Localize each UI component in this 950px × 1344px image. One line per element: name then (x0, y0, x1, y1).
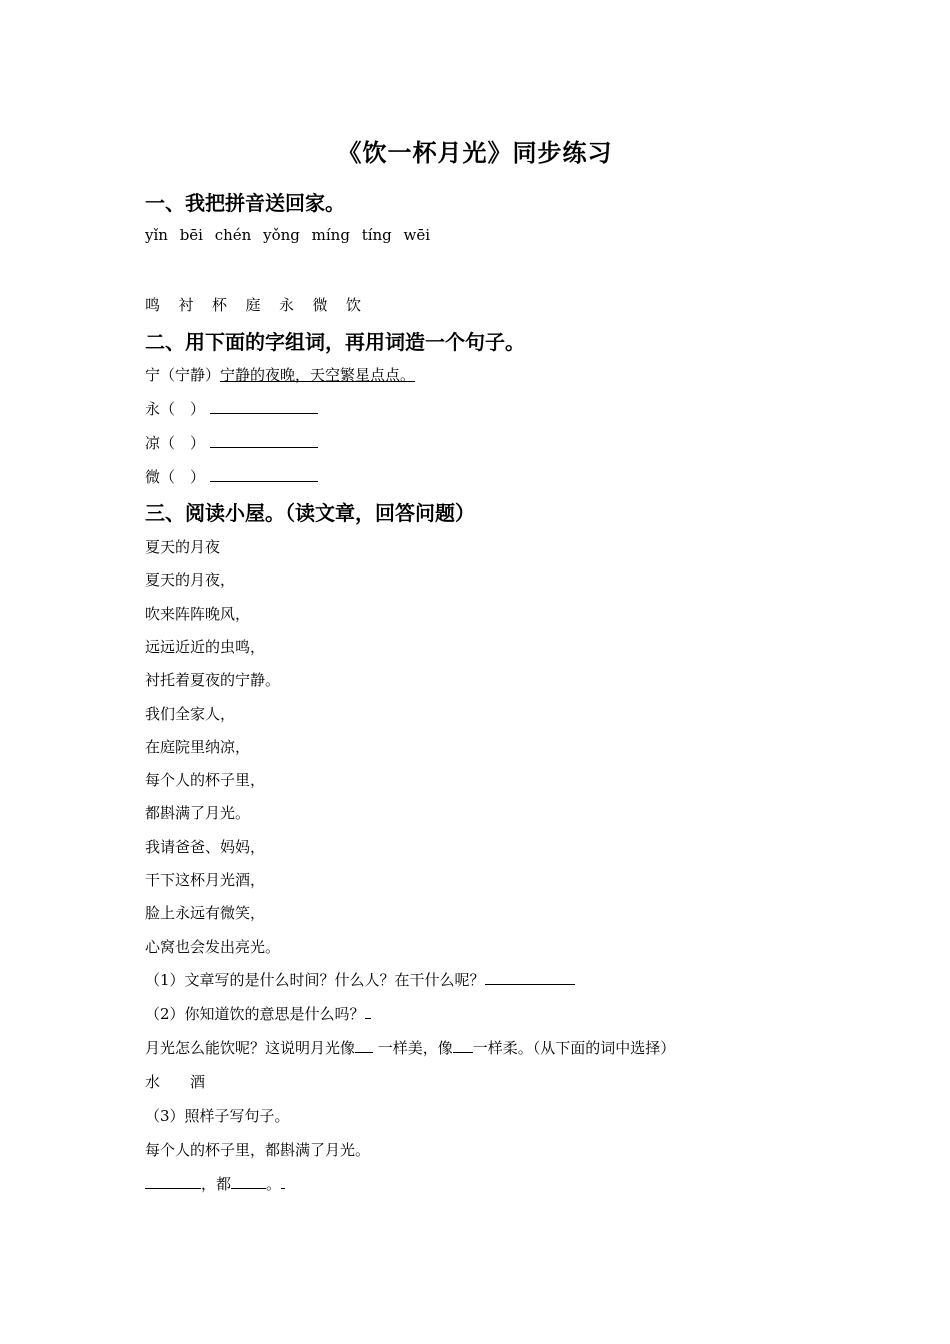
hanzi-char: 永 (279, 296, 295, 314)
question-3-example: 每个人的杯子里，都斟满了月光。 (145, 1141, 371, 1159)
section3-heading: 三、阅读小屋。（读文章，回答问题） (145, 501, 475, 525)
poem-line: 夏天的月夜， (145, 571, 236, 589)
word-item (145, 466, 318, 487)
poem-line: 在庭院里纳凉， (145, 738, 251, 756)
question-1-text: （1）文章写的是什么时间？什么人？在干什么呢？ (145, 971, 485, 989)
poem-line: 吹来阵阵晚风， (145, 605, 251, 623)
question-2 (145, 1003, 371, 1024)
fill-text: 月光怎么能饮呢？这说明月光像 (145, 1039, 356, 1057)
poem-line: 心窝也会发出亮光。 (145, 938, 281, 956)
poem-line: 我请爸爸、妈妈， (145, 838, 266, 856)
section1-heading: 一、我把拼音送回家。 (145, 191, 345, 215)
fill-text: 一样美，像 (373, 1039, 453, 1057)
hanzi-char: 衬 (178, 296, 194, 314)
answer-blank[interactable] (210, 399, 318, 414)
answer-blank[interactable] (210, 433, 318, 448)
question-2-fill (145, 1037, 675, 1058)
question-1 (145, 969, 575, 990)
poem-line: 每个人的杯子里， (145, 771, 266, 789)
hanzi-char: 杯 (212, 296, 228, 314)
poem-line: 干下这杯月光酒， (145, 871, 266, 889)
word-item-label: 凉（ ） (145, 434, 206, 452)
answer-blank[interactable] (485, 970, 575, 985)
word-item-label: 微（ ） (145, 468, 206, 486)
hanzi-row (145, 294, 380, 315)
hanzi-char: 庭 (245, 296, 261, 314)
fill-text: 一样柔。（从下面的词中选择） (472, 1039, 676, 1057)
fill-text: 。 (266, 1175, 282, 1193)
word-item (145, 432, 318, 453)
fill-text: ，都 (201, 1175, 232, 1193)
pinyin-row: yǐn bēi chén yǒng míng tíng wēi (145, 226, 431, 244)
poem-line: 远远近近的虫鸣， (145, 638, 266, 656)
section2-heading: 二、用下面的字组词，再用词造一个句子。 (145, 330, 525, 354)
hanzi-char: 饮 (346, 296, 362, 314)
poem-line: 我们全家人， (145, 705, 236, 723)
example-sentence: 宁静的夜晚，天空繁星点点。 (220, 366, 416, 384)
word-item (145, 398, 318, 419)
answer-blank[interactable] (210, 467, 318, 482)
answer-blank[interactable] (145, 1174, 201, 1189)
page-title: 《饮一杯月光》同步练习 (337, 138, 613, 167)
question-3-answer (145, 1173, 285, 1194)
word-choices: 水 酒 (145, 1073, 206, 1091)
poem-line: 脸上永远有微笑， (145, 904, 266, 922)
question-2-text: （2）你知道饮的意思是什么吗？ (145, 1005, 365, 1023)
example-prefix: 宁（宁静） (145, 366, 221, 384)
word-item-label: 永（ ） (145, 400, 206, 418)
poem-line: 衬托着夏夜的宁静。 (145, 671, 281, 689)
answer-blank[interactable] (281, 1174, 285, 1189)
poem-line: 都斟满了月光。 (145, 804, 251, 822)
poem-line: 夏天的月夜 (145, 538, 221, 556)
answer-blank[interactable] (453, 1038, 473, 1053)
answer-blank[interactable] (231, 1174, 266, 1189)
answer-blank[interactable] (355, 1038, 373, 1053)
hanzi-char: 微 (312, 296, 328, 314)
question-3: （3）照样子写句子。 (145, 1107, 290, 1125)
answer-blank[interactable] (365, 1004, 371, 1019)
example-line (145, 364, 415, 385)
hanzi-char: 鸣 (145, 296, 161, 314)
